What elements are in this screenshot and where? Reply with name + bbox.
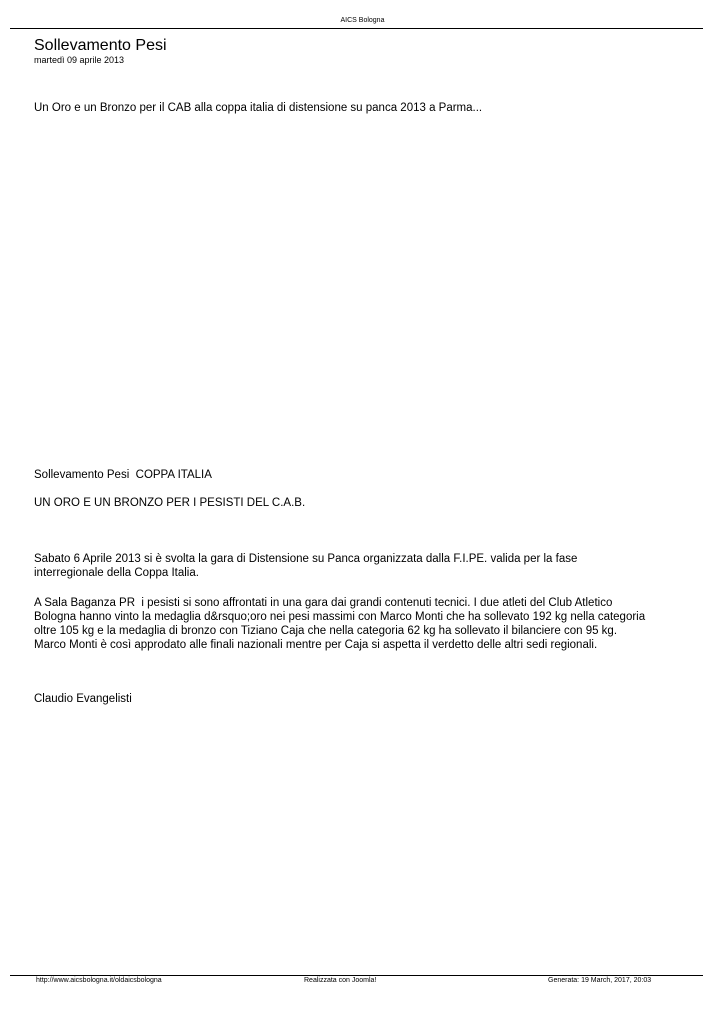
footer-powered-by: Realizzata con Joomla! (304, 977, 377, 984)
article-paragraph-1: Sabato 6 Aprile 2013 si è svolta la gara di Distensione su Panca organizzata dalla F.I.PE. valida per la fase interregionale della Coppa Italia. (34, 553, 578, 579)
footer-url[interactable]: http://www.aicsbologna.it/oldaicsbologna (36, 977, 162, 984)
article-date: martedì 09 aprile 2013 (34, 55, 125, 65)
article-title: Sollevamento Pesi (34, 37, 167, 54)
article-signature: Claudio Evangelisti (34, 693, 132, 705)
article-heading-1: Sollevamento Pesi COPPA ITALIA (34, 469, 212, 481)
article-intro: Un Oro e un Bronzo per il CAB alla coppa italia di distensione su panca 2013 a Parma... (34, 102, 483, 114)
article-heading-2: UN ORO E UN BRONZO PER I PESISTI DEL C.A.B. (34, 497, 306, 509)
site-name-header: AICS Bologna (340, 17, 385, 24)
header-divider (10, 28, 703, 29)
article-paragraph-2: A Sala Baganza PR i pesisti si sono affrontati in una gara dai grandi contenuti tecnici. I due atleti del Club Atletico Bologna hanno vinto la medaglia d&rsquo;oro nei pesi massimi con Marco Monti che ha sollevato 192 kg nella categoria oltre 105 kg e la medaglia di bronzo con Tiziano Caja che nella categoria 62 kg ha sollevato il bilanciere con 95 kg. Marco Monti è così approdato alle finali nazionali mentre per Caja si aspetta il verdetto delle altri sedi regionali. (34, 597, 646, 651)
footer-generated-date: Generata: 19 March, 2017, 20:03 (548, 977, 652, 984)
